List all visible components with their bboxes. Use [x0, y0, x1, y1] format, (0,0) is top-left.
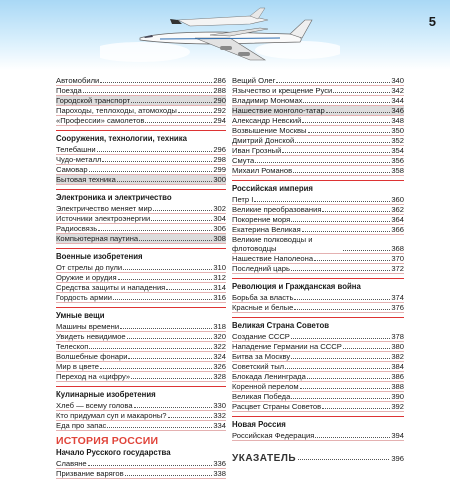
toc-entry-page: 374: [391, 293, 404, 302]
toc-entry-title: Дмитрий Донской: [232, 136, 295, 145]
toc-entry-page: 338: [213, 469, 226, 478]
leader-dots: [139, 240, 212, 241]
toc-entry-title: Битва за Москву: [232, 352, 291, 361]
section-heading: Начало Русского государства: [56, 448, 171, 457]
leader-dots: [315, 437, 390, 438]
toc-entry-title: Великие полководцы и флотоводцы: [232, 235, 313, 253]
toc-entry-title: Иван Грозный: [232, 146, 282, 155]
leader-dots: [134, 407, 213, 408]
toc-entry-title: Гордость армии: [56, 293, 113, 302]
toc-entry-title: Телебашни: [56, 145, 96, 154]
toc-entry-title: Красные и белые: [232, 303, 294, 312]
toc-entry[interactable]: [232, 136, 404, 146]
toc-entry-title: Михаил Романов: [232, 166, 293, 175]
leader-dots: [145, 122, 212, 123]
toc-entry[interactable]: [56, 401, 226, 411]
toc-entry[interactable]: [56, 155, 226, 165]
toc-entry-title: Средства защиты и нападения: [56, 283, 166, 292]
toc-entry[interactable]: [56, 204, 226, 214]
toc-entry-page: 286: [213, 76, 226, 85]
toc-section: [56, 448, 226, 479]
toc-entry[interactable]: [56, 352, 226, 362]
leader-dots: [83, 92, 213, 93]
toc-entry[interactable]: [56, 76, 226, 86]
section-heading: Революция и Гражданская война: [232, 282, 361, 291]
leader-dots: [295, 142, 390, 143]
toc-entry-page: 320: [213, 332, 226, 341]
toc-entry-page: 366: [391, 225, 404, 234]
toc-entry[interactable]: [56, 234, 226, 244]
leader-dots: [89, 171, 213, 172]
toc-entry-title: Кто придумал суп и макароны?: [56, 411, 167, 420]
toc-section: [56, 130, 226, 185]
toc-entry[interactable]: [56, 283, 226, 293]
toc-entry-title: Автомобили: [56, 76, 100, 85]
leader-dots: [98, 230, 212, 231]
leader-dots: [125, 475, 213, 476]
leader-dots: [293, 172, 390, 173]
toc-entry[interactable]: [232, 332, 404, 342]
leader-dots: [326, 112, 391, 113]
leader-dots: [88, 465, 213, 466]
toc-entry-title: Радиосвязь: [56, 224, 98, 233]
toc-entry-page: 384: [391, 362, 404, 371]
toc-entry-page: 358: [391, 166, 404, 175]
toc-entry[interactable]: [56, 165, 226, 175]
leader-dots: [166, 289, 212, 290]
toc-entry-title: Компьютерная паутина: [56, 234, 139, 243]
section-heading: Военные изобретения: [56, 252, 143, 261]
toc-entry-title: Нападение Германии на СССР: [232, 342, 342, 351]
leader-dots: [107, 427, 212, 428]
toc-entry[interactable]: [56, 263, 226, 273]
section-heading: Кулинарные изобретения: [56, 390, 156, 399]
leader-dots: [118, 279, 213, 280]
toc-entry[interactable]: [56, 322, 226, 332]
toc-entry-title: Борьба за власть: [232, 293, 294, 302]
toc-entry-page: 340: [391, 76, 404, 85]
leader-dots: [294, 299, 390, 300]
leader-dots: [128, 358, 212, 359]
toc-entry-title: Оружие и орудия: [56, 273, 117, 282]
leader-dots: [298, 459, 389, 460]
toc-entry[interactable]: [56, 362, 226, 372]
toc-entry[interactable]: [56, 459, 226, 469]
toc-entry-page: 360: [391, 195, 404, 204]
toc-entry[interactable]: [232, 392, 404, 402]
toc-entry-page: 390: [391, 392, 404, 401]
toc-entry-title: Вещий Олег: [232, 76, 276, 85]
toc-entry[interactable]: [56, 224, 226, 234]
header-sky-banner: [0, 0, 450, 70]
toc-entry[interactable]: [56, 106, 226, 116]
leader-dots: [291, 358, 390, 359]
toc-section: [232, 180, 404, 274]
toc-entry[interactable]: [232, 146, 404, 156]
index-entry[interactable]: [232, 451, 404, 463]
toc-entry[interactable]: [232, 205, 404, 215]
toc-section: [56, 189, 226, 244]
toc-entry-title: Мир в цвете: [56, 362, 99, 371]
leader-dots: [314, 260, 390, 261]
toc-entry-page: 348: [391, 116, 404, 125]
leader-dots: [282, 152, 390, 153]
leader-dots: [322, 211, 390, 212]
toc-entry-page: 330: [213, 401, 226, 410]
leader-dots: [343, 348, 391, 349]
toc-entry-page: 308: [213, 234, 226, 243]
toc-entry-title: Язычество и крещение Руси: [232, 86, 333, 95]
toc-entry[interactable]: [56, 421, 226, 431]
toc-entry-page: 306: [213, 224, 226, 233]
toc-entry[interactable]: [56, 214, 226, 224]
toc-entry[interactable]: [232, 96, 404, 106]
leader-dots: [117, 181, 212, 182]
leader-dots: [153, 210, 212, 211]
section-heading: Великая Страна Советов: [232, 321, 330, 330]
toc-entry-page: 300: [213, 175, 226, 184]
section-heading: Умные вещи: [56, 311, 105, 320]
toc-entry-title: От стрелы до пули: [56, 263, 123, 272]
toc-entry-page: 312: [213, 273, 226, 282]
leader-dots: [343, 250, 390, 251]
toc-entry[interactable]: [232, 106, 404, 116]
toc-entry-title: Переход на «цифру»: [56, 372, 131, 381]
toc-entry-page: 304: [213, 214, 226, 223]
toc-entry[interactable]: [56, 116, 226, 126]
toc-entry-page: 334: [213, 421, 226, 430]
toc-entry[interactable]: [56, 332, 226, 342]
page-number: 5: [428, 14, 436, 29]
index-page: 396: [391, 454, 404, 463]
section-heading: Российская империя: [232, 184, 313, 193]
toc-entry[interactable]: [232, 225, 404, 235]
toc-section: [56, 386, 226, 431]
toc-entry-page: 380: [391, 342, 404, 351]
toc-entry-title: Возвышение Москвы: [232, 126, 307, 135]
toc-section: [232, 317, 404, 412]
toc-entry[interactable]: [232, 235, 404, 254]
toc-entry[interactable]: [232, 372, 404, 382]
toc-entry-title: Покорение моря: [232, 215, 291, 224]
toc-entry[interactable]: [232, 254, 404, 264]
leader-dots: [254, 201, 390, 202]
toc-entry-page: 386: [391, 372, 404, 381]
toc-entry[interactable]: [232, 382, 404, 392]
toc-entry[interactable]: [56, 372, 226, 382]
toc-entry[interactable]: [56, 293, 226, 303]
toc-entry-page: 322: [213, 342, 226, 351]
toc-section: [56, 307, 226, 382]
toc-entry-page: 326: [213, 362, 226, 371]
toc-entry-page: 356: [391, 156, 404, 165]
toc-entry-title: Владимир Мономах: [232, 96, 303, 105]
toc-entry[interactable]: [232, 156, 404, 166]
toc-entry-title: Волшебные фонари: [56, 352, 128, 361]
toc-entry-page: 298: [213, 155, 226, 164]
leader-dots: [300, 388, 391, 389]
toc-entry[interactable]: [232, 352, 404, 362]
leader-dots: [131, 378, 212, 379]
toc-entry[interactable]: [56, 175, 226, 185]
leader-dots: [291, 221, 390, 222]
toc-left-column: [56, 76, 226, 479]
toc-entry-page: 392: [391, 402, 404, 411]
toc-entry-title: Телескоп: [56, 342, 89, 351]
leader-dots: [303, 102, 390, 103]
toc-entry-page: 352: [391, 136, 404, 145]
leader-dots: [131, 102, 212, 103]
toc-entry[interactable]: [232, 293, 404, 303]
toc-entry-title: Городской транспорт: [56, 96, 131, 105]
leader-dots: [255, 162, 390, 163]
toc-entry-title: Советский тыл: [232, 362, 285, 371]
leader-dots: [291, 270, 390, 271]
toc-entry[interactable]: [232, 402, 404, 412]
toc-entry-page: 394: [391, 431, 404, 440]
toc-entry[interactable]: [232, 215, 404, 225]
leader-dots: [307, 378, 391, 379]
toc-entry-title: Поезда: [56, 86, 82, 95]
leader-dots: [276, 82, 390, 83]
aircraft-illustration: [100, 2, 340, 70]
toc-entry-page: 372: [391, 264, 404, 273]
toc-entry-title: Пароходы, теплоходы, атомоходы: [56, 106, 177, 115]
toc-entry[interactable]: [232, 303, 404, 313]
toc-entry-title: Великие преобразования: [232, 205, 322, 214]
leader-dots: [322, 408, 390, 409]
leader-dots: [302, 122, 390, 123]
toc-entry[interactable]: [232, 264, 404, 274]
toc-entry-title: Электричество меняет мир: [56, 204, 152, 213]
toc-entry-title: Расцвет Страны Советов: [232, 402, 322, 411]
toc-entry-page: 310: [213, 263, 226, 272]
toc-right-column: [232, 76, 404, 463]
toc-entry-page: 350: [391, 126, 404, 135]
toc-entry-page: 318: [213, 322, 226, 331]
leader-dots: [123, 269, 212, 270]
toc-entry-title: Александр Невский: [232, 116, 302, 125]
toc-entry-page: 299: [213, 165, 226, 174]
toc-entry-title: Еда про запас: [56, 421, 107, 430]
toc-entry[interactable]: [232, 166, 404, 176]
toc-entry[interactable]: [56, 86, 226, 96]
toc-entry-title: Смута: [232, 156, 255, 165]
toc-entry-page: 316: [213, 293, 226, 302]
toc-entry-title: Славяне: [56, 459, 87, 468]
toc-entry[interactable]: [56, 273, 226, 283]
toc-entry[interactable]: [56, 96, 226, 106]
leader-dots: [333, 92, 390, 93]
leader-dots: [100, 368, 212, 369]
toc-section: [232, 278, 404, 313]
toc-entry-page: 364: [391, 215, 404, 224]
toc-entry-page: 328: [213, 372, 226, 381]
section-heading: Сооружения, технологии, техника: [56, 134, 187, 143]
toc-entry[interactable]: [56, 342, 226, 352]
toc-entry-page: 288: [213, 86, 226, 95]
toc-entry-title: Коренной перелом: [232, 382, 299, 391]
leader-dots: [291, 398, 390, 399]
leader-dots: [178, 112, 212, 113]
toc-entry-title: Блокада Ленинграда: [232, 372, 306, 381]
leader-dots: [168, 417, 213, 418]
toc-entry[interactable]: [232, 431, 404, 441]
toc-entry-title: Бытовая техника: [56, 175, 116, 184]
toc-section: [56, 248, 226, 303]
toc-entry-title: Источники электроэнергии: [56, 214, 151, 223]
toc-entry-page: 362: [391, 205, 404, 214]
toc-entry[interactable]: [56, 411, 226, 421]
toc-entry[interactable]: [232, 362, 404, 372]
toc-entry[interactable]: [56, 469, 226, 479]
toc-entry-title: Машины времени: [56, 322, 120, 331]
toc-entry-title: Великая Победа: [232, 392, 291, 401]
toc-entry[interactable]: [56, 145, 226, 155]
toc-entry-page: 378: [391, 332, 404, 341]
toc-entry-title: Нашествие монголо-татар: [232, 106, 325, 115]
leader-dots: [89, 348, 212, 349]
leader-dots: [102, 161, 212, 162]
toc-entry-title: Создание СССР: [232, 332, 290, 341]
toc-entry[interactable]: [232, 342, 404, 352]
toc-entry[interactable]: [232, 195, 404, 205]
toc-entry-page: 388: [391, 382, 404, 391]
toc-entry-page: 376: [391, 303, 404, 312]
toc-entry-title: Петр I: [232, 195, 254, 204]
toc-entry-title: Екатерина Великая: [232, 225, 301, 234]
toc-entry-title: Самовар: [56, 165, 88, 174]
toc-section: [232, 76, 404, 176]
index-title: УКАЗАТЕЛЬ: [232, 453, 297, 464]
toc-entry-title: Российская Федерация: [232, 431, 315, 440]
toc-entry-page: 302: [213, 204, 226, 213]
toc-entry-title: Чудо-металл: [56, 155, 102, 164]
leader-dots: [127, 338, 213, 339]
toc-entry-page: 296: [213, 145, 226, 154]
toc-entry[interactable]: [232, 86, 404, 96]
toc-entry-page: 370: [391, 254, 404, 263]
toc-entry-page: 368: [391, 244, 404, 253]
toc-entry-page: 292: [213, 106, 226, 115]
toc-entry[interactable]: [232, 116, 404, 126]
leader-dots: [291, 338, 390, 339]
toc-entry-page: 382: [391, 352, 404, 361]
toc-entry-page: 294: [213, 116, 226, 125]
leader-dots: [113, 299, 212, 300]
toc-section: [56, 76, 226, 126]
toc-entry[interactable]: [232, 126, 404, 136]
leader-dots: [302, 231, 391, 232]
leader-dots: [100, 82, 212, 83]
leader-dots: [97, 151, 213, 152]
toc-entry-page: 336: [213, 459, 226, 468]
toc-entry-title: Хлеб — всему голова: [56, 401, 133, 410]
toc-entry-title: Увидеть невидимое: [56, 332, 126, 341]
leader-dots: [151, 220, 212, 221]
toc-entry-page: 344: [391, 96, 404, 105]
leader-dots: [285, 368, 390, 369]
section-heading: Новая Россия: [232, 420, 286, 429]
history-part-heading: ИСТОРИЯ РОССИИ: [56, 435, 159, 447]
leader-dots: [120, 328, 212, 329]
toc-entry-page: 290: [213, 96, 226, 105]
toc-entry-page: 332: [213, 411, 226, 420]
toc-entry-page: 354: [391, 146, 404, 155]
toc-entry[interactable]: [232, 76, 404, 86]
toc-entry-title: Призвание варягов: [56, 469, 124, 478]
section-heading: Электроника и электричество: [56, 193, 172, 202]
toc-entry-title: «Профессии» самолетов: [56, 116, 145, 125]
toc-entry-title: Последний царь: [232, 264, 290, 273]
toc-entry-page: 324: [213, 352, 226, 361]
toc-section: [232, 416, 404, 441]
toc-entry-page: 346: [391, 106, 404, 115]
toc-entry-page: 314: [213, 283, 226, 292]
leader-dots: [294, 309, 390, 310]
toc-entry-page: 342: [391, 86, 404, 95]
toc-entry-title: Нашествие Наполеона: [232, 254, 314, 263]
leader-dots: [308, 132, 391, 133]
